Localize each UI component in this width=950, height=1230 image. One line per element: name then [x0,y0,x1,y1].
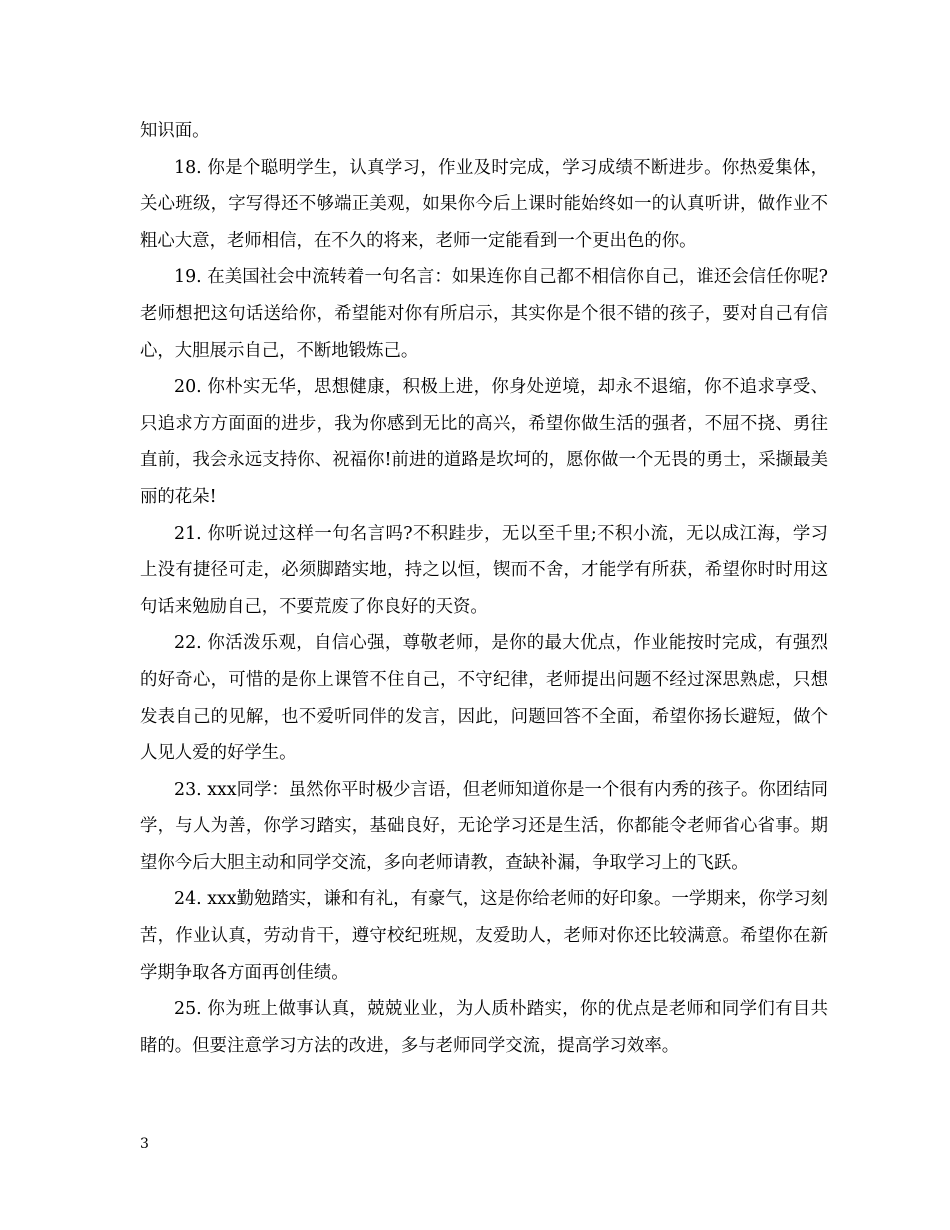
comment-paragraph-24: 24. xxx勤勉踏实，谦和有礼，有豪气，这是你给老师的好印象。一学期来，你学习刻苦，作业认真，劳动肯干，遵守校纪班规，友爱助人，老师对你还比较满意。希望你在新学期争取各方面再创佳绩。 [140,889,828,983]
comment-paragraph-25: 25. 你为班上做事认真，兢兢业业，为人质朴踏实，你的优点是老师和同学们有目共睹的。但要注意学习方法的改进，多与老师同学交流，提高学习效率。 [140,999,828,1056]
continuation-paragraph: 知识面。 [140,121,210,141]
comment-paragraph-22: 22. 你活泼乐观，自信心强，尊敬老师，是你的最大优点，作业能按时完成，有强烈的好奇心，可惜的是你上课管不住自己，不守纪律，老师提出问题不经过深思熟虑，只想发表自己的见解，也不爱听同伴的发言，因此，问题回答不全面，希望你扬长避短，做个人见人爱的好学生。 [140,633,828,764]
comment-paragraph-21: 21. 你听说过这样一句名言吗?不积跬步，无以至千里;不积小流，无以成江海，学习上没有捷径可走，必须脚踏实地，持之以恒，锲而不舍，才能学有所获，希望你时时用这句话来勉励自己，不要荒废了你良好的天资。 [140,523,828,617]
document-body [140,113,828,1064]
page-number: 3 [140,1136,149,1152]
comment-paragraph-23: 23. xxx同学：虽然你平时极少言语，但老师知道你是一个很有内秀的孩子。你团结同学，与人为善，你学习踏实，基础良好，无论学习还是生活，你都能令老师省心省事。期望你今后大胆主动和同学交流，多向老师请教，查缺补漏，争取学习上的飞跃。 [140,779,828,873]
comment-paragraph-18: 18. 你是个聪明学生，认真学习，作业及时完成，学习成绩不断进步。你热爱集体，关心班级，字写得还不够端正美观，如果你今后上课时能始终如一的认真听讲，做作业不粗心大意，老师相信，在不久的将来，老师一定能看到一个更出色的你。 [140,157,828,251]
comment-paragraph-20: 20. 你朴实无华，思想健康，积极上进，你身处逆境，却永不退缩，你不追求享受、只追求方方面面的进步，我为你感到无比的高兴，希望你做生活的强者，不屈不挠、勇往直前，我会永远支持你、祝福你!前进的道路是坎坷的，愿你做一个无畏的勇士，采撷最美丽的花朵! [140,377,828,507]
comment-paragraph-19: 19. 在美国社会中流转着一句名言：如果连你自己都不相信你自己，谁还会信任你呢?老师想把这句话送给你，希望能对你有所启示，其实你是个很不错的孩子，要对自己有信心，大胆展示自己，不断地锻炼己。 [140,267,828,361]
